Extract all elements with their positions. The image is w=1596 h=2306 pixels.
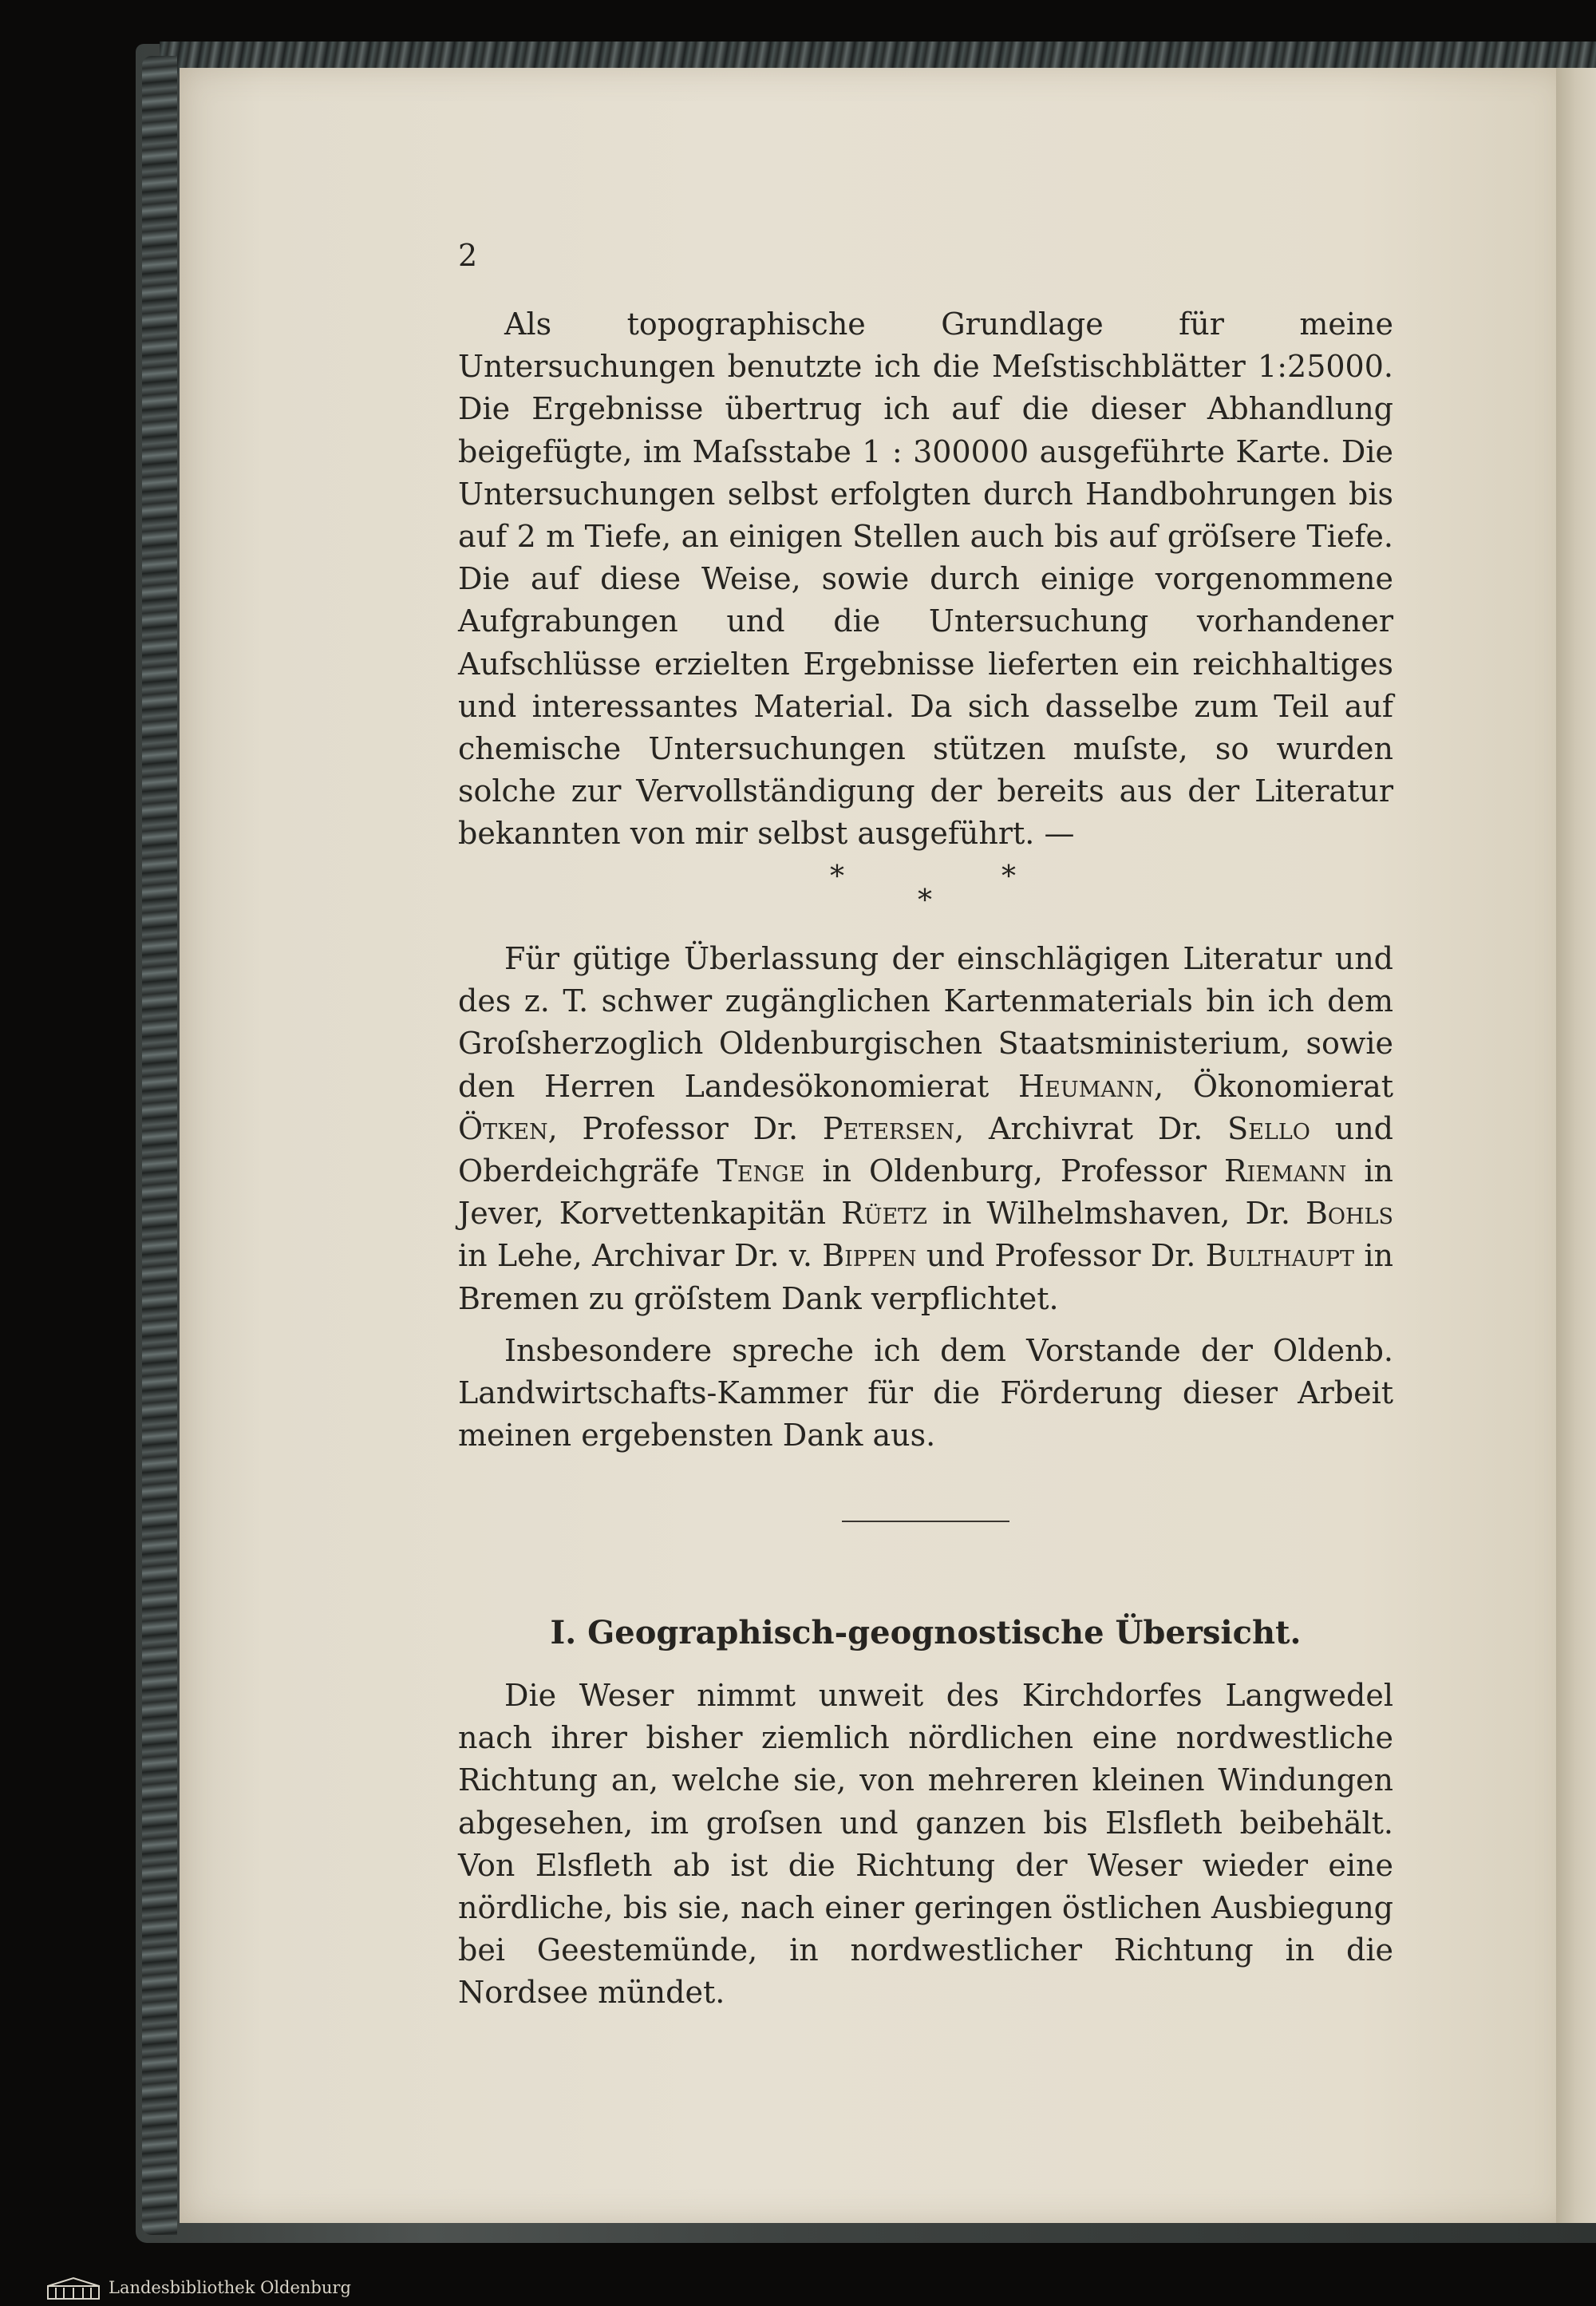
paragraph-thanks xyxy=(458,938,1393,1320)
person-name: Bohls xyxy=(1305,1196,1393,1232)
thanks-text: in Wilhelmshaven, Dr. xyxy=(926,1196,1306,1232)
section-divider xyxy=(842,1521,1009,1522)
page-number: 2 xyxy=(458,238,478,273)
thanks-text: in Jever, Korvettenkapitän xyxy=(458,1153,1393,1232)
asterisk: * xyxy=(918,884,932,917)
person-name: Heumann xyxy=(1018,1068,1154,1104)
thanks-text: , Ökonomierat xyxy=(1154,1068,1393,1104)
thanks-text: in Lehe, Archivar Dr. v. xyxy=(458,1238,823,1274)
person-name: Sello xyxy=(1227,1110,1310,1146)
section-asterisks xyxy=(822,860,1029,916)
person-name: Bippen xyxy=(822,1238,917,1274)
chapter-heading: I. Geographisch-geognostische Übersicht. xyxy=(550,1614,1302,1651)
thanks-text: und Oberdeichgräfe xyxy=(458,1110,1393,1189)
body-text-chapter xyxy=(458,1675,1393,2015)
page-fold xyxy=(1556,68,1596,2223)
paragraph-chamber: Insbesondere spreche ich dem Vorstande der Oldenb. Landwirtschafts-Kammer für die Förderung dieser Arbeit meinen ergebensten Dank aus. xyxy=(458,1332,1393,1454)
cover-edge-left xyxy=(142,56,177,2235)
person-name: Riemann xyxy=(1224,1153,1347,1189)
thanks-text: in Bremen zu gröſstem Dank verpflichtet. xyxy=(458,1238,1393,1316)
thanks-text: , Archivrat Dr. xyxy=(954,1110,1228,1146)
footer-library-name: Landesbibliothek Oldenburg xyxy=(109,2278,351,2297)
person-name: Rüetz xyxy=(841,1196,927,1232)
thanks-text: in Oldenburg, Professor xyxy=(804,1153,1225,1189)
thanks-text: und Professor Dr. xyxy=(916,1238,1206,1274)
person-name: Ötken xyxy=(458,1110,548,1146)
person-name: Petersen xyxy=(822,1110,955,1146)
asterisk: * xyxy=(830,860,844,893)
body-text-upper xyxy=(458,303,1393,856)
library-building-icon xyxy=(46,2276,101,2300)
paragraph-methods: Als topographische Grundlage für meine Untersuchungen benutzte ich die Meſstischblätter 1:25000. Die Ergebnisse übertrug ich auf die dieser Abhandlung beigefügte, im Maſsstabe 1 : 300000 ausgeführte Karte. Die Untersuchungen selbst erfolgten durch Handbohrungen bis auf 2 m Tiefe, an einigen Stellen auch bis auf gröſsere Tiefe. Die auf diese Weise, sowie durch einige vorgenommene Aufgrabungen und die Untersuchung vorhandener Aufschlüsse erzielten Ergebnisse lieferten ein reichhaltiges und interessantes Material. Da sich dasselbe zum Teil auf chemische Untersuchungen stützen muſste, so wurden solche zur Vervollständigung der bereits aus der Literatur bekannten von mir selbst ausgeführt. — xyxy=(458,307,1393,852)
thanks-text: Für gütige Überlassung der einschlägigen Literatur und des z. T. schwer zugänglichen Kartenmaterials bin ich dem Groſsherzoglich Oldenburgischen Staatsministerium, sowie den Herren Landesökonomierat xyxy=(458,941,1393,1104)
asterisk: * xyxy=(1001,860,1016,893)
person-name: Tenge xyxy=(717,1153,805,1189)
person-name: Bulthaupt xyxy=(1205,1238,1355,1274)
thanks-text: , Professor Dr. xyxy=(547,1110,823,1146)
paragraph-weser: Die Weser nimmt unweit des Kirchdorfes Langwedel nach ihrer bisher ziemlich nördlichen eine nordwestliche Richtung an, welche sie, von mehreren kleinen Windungen abgesehen, im groſsen und ganzen bis Elsfleth beibehält. Von Elsfleth ab ist die Richtung der Weser wieder eine nördliche, bis sie, nach einer geringen östlichen Ausbiegung bei Geestemünde, in nordwestlicher Richtung in die Nordsee mündet. xyxy=(458,1678,1393,2011)
body-text-thanks xyxy=(458,938,1393,1457)
